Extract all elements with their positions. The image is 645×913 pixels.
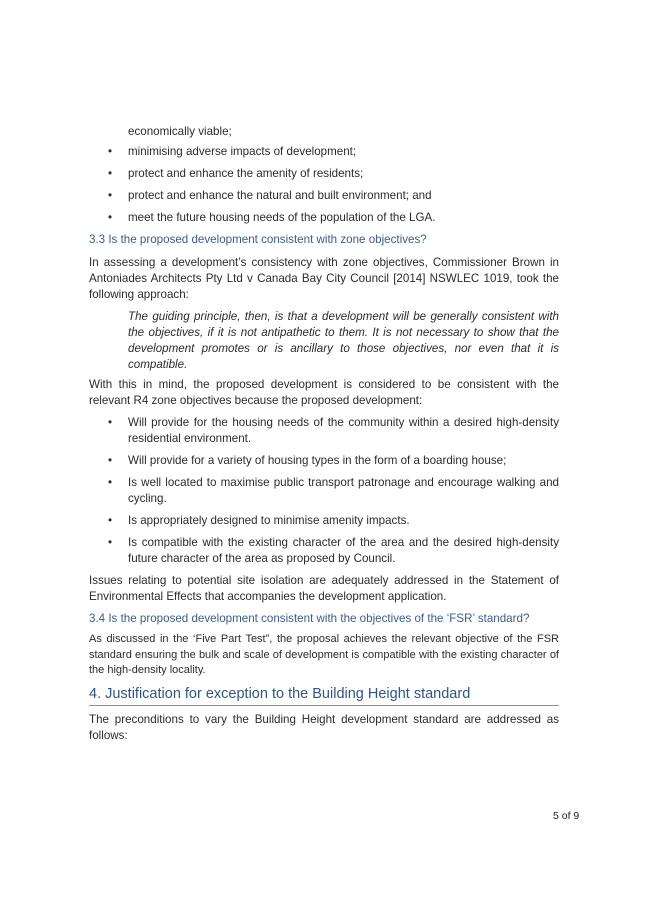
bullet-icon: • — [108, 514, 113, 527]
section-3-4-heading: 3.4 Is the proposed development consistent with the objectives of the ‘FSR’ standard? — [89, 612, 530, 625]
bullet-icon: • — [108, 167, 113, 180]
bullet-text: protect and enhance the natural and built environment; and — [128, 189, 432, 202]
bullet-icon: • — [108, 189, 113, 202]
bullet-icon: • — [108, 536, 113, 549]
bullet-text: Will provide for the housing needs of the community within a desired high-density residential environment. — [128, 416, 559, 445]
bullet-icon: • — [108, 454, 113, 467]
bullet-text: Is appropriately designed to minimise amenity impacts. — [128, 514, 410, 527]
section-3-4-body: As discussed in the ‘Five Part Test”, the proposal achieves the relevant objective of the FSR standard ensuring the bulk and scale of development is compatible with the existing character of the high-density locality. — [89, 633, 559, 676]
bullet-icon: • — [108, 476, 113, 489]
bullet-text: Is well located to maximise public transport patronage and encourage walking and cycling. — [128, 476, 559, 505]
bullet-text: Will provide for a variety of housing types in the form of a boarding house; — [128, 454, 507, 467]
section-3-3-lead-in: With this in mind, the proposed development is considered to be consistent with the relevant R4 zone objectives because the proposed development: — [89, 378, 559, 407]
bullet-text: Is compatible with the existing character of the area and the desired high-density future character of the area as proposed by Council. — [128, 536, 559, 565]
page-number: 5 of 9 — [553, 810, 580, 822]
bullet-text: protect and enhance the amenity of residents; — [128, 167, 364, 180]
section-3-3-closing: Issues relating to potential site isolation are adequately addressed in the Statement of Environmental Effects that accompanies the development application. — [89, 574, 559, 603]
bullet-icon: • — [108, 416, 113, 429]
bullet-icon: • — [108, 145, 113, 158]
heading-divider — [89, 705, 559, 706]
section-3-3-intro: In assessing a development’s consistency with zone objectives, Commissioner Brown in Antoniades Architects Pty Ltd v Canada Bay City Council [2014] NSWLEC 1019, took the following approach: — [89, 256, 559, 301]
continuation-text-content: economically viable; — [128, 125, 232, 138]
bullet-text: meet the future housing needs of the population of the LGA. — [128, 211, 436, 224]
bullet-icon: • — [108, 211, 113, 224]
section-4-body: The preconditions to vary the Building Height development standard are addressed as follows: — [89, 713, 559, 742]
section-3-3-heading: 3.3 Is the proposed development consistent with zone objectives? — [89, 233, 427, 246]
bullet-text: minimising adverse impacts of development; — [128, 145, 357, 158]
block-quote: The guiding principle, then, is that a development will be generally consistent with the objectives, if it is not antipathetic to them. It is not necessary to show that the development promotes or is ancillary to those objectives, nor even that it is compatible. — [128, 310, 559, 371]
section-4-heading: 4. Justification for exception to the Building Height standard — [89, 686, 471, 702]
continuation-text — [128, 122, 232, 140]
